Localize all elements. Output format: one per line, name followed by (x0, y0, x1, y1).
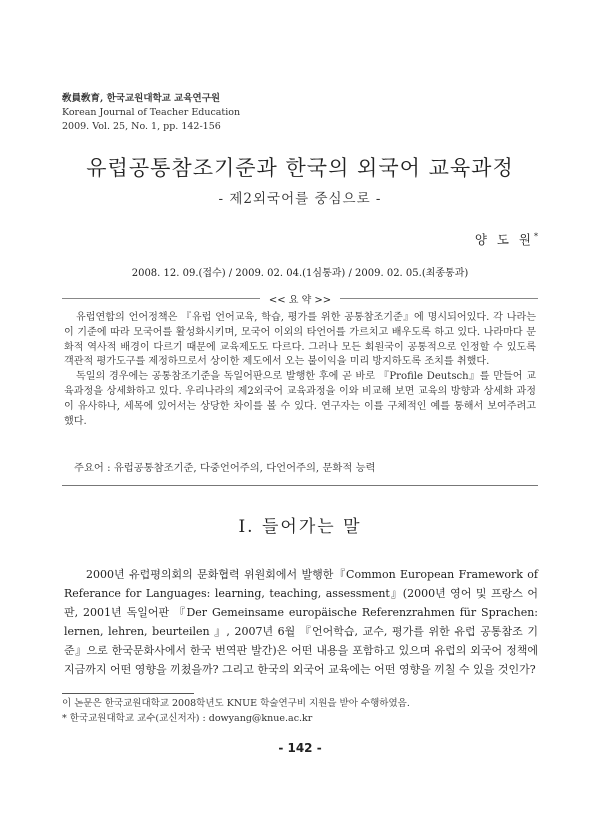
abstract-heading (62, 291, 538, 305)
page-number: - 142 - (278, 741, 322, 755)
abstract-divider (62, 485, 538, 486)
paper-title: 유럽공통참조기준과 한국의 외국어 교육과정 (86, 156, 514, 180)
journal-issue: 2009. Vol. 25, No. 1, pp. 142-156 (62, 121, 221, 132)
submission-dates: 2008. 12. 09.(접수) / 2009. 02. 04.(1심통과) / 2009. 02. 05.(최종통과) (131, 268, 469, 279)
footnote-rule (62, 693, 194, 694)
journal-name-english: Korean Journal of Teacher Education (62, 107, 241, 118)
footnote-funding: 이 논문은 한국교원대학교 2008학년도 KNUE 학술연구비 지원을 받아 수행하였음. (62, 698, 410, 709)
author-line (475, 230, 538, 248)
body-text (64, 565, 538, 679)
abstract-rule-right (340, 298, 538, 299)
footnote-author: * 한국교원대학교 교수(교신저자) : dowyang@knue.ac.kr (62, 712, 313, 724)
section-title: I. 들어가는 말 (238, 517, 362, 537)
abstract-paragraph: 유럽연합의 언어정책은 『유럽 언어교육, 학습, 평가를 위한 공통참조기준』에 명시되어있다. 각 나라는 이 기준에 따라 모국어를 활성화시키며, 모국어 이외의 타언어를 가르치고 배우도록 하고 있다. 나라마다 문화적 역사적 배경이 다르기 때문에 교육제도도 다르다. 그러나 모든 회원국이 공통적으로 인정할 수 있도록 객관적 평가도구를 제정하므로서 상이한 제도에서 오는 불이익을 미리 방지하도록 조치를 취했다. (64, 312, 536, 368)
abstract-heading-label: << 요 약 >> (268, 295, 332, 306)
paper-subtitle: - 제2외국어를 중심으로 - (218, 191, 382, 207)
author-footnote-mark: * (534, 231, 538, 241)
abstract-paragraph: 독일의 경우에는 공통참조기준을 독일어판으로 발행한 후에 곧 바로 『Profile Deutsch』를 만들어 교육과정을 상세화하고 있다. 우리나라의 제2외국어 교육과정을 이와 비교해 보면 교육의 방향과 상세화 과정이 유사하나, 세목에 있어서는 상당한 차이를 볼 수 있다. 연구자는 이를 구체적인 예를 통해서 보여주려고 했다. (64, 371, 536, 427)
journal-name-korean: 敎員敎育, 한국교원대학교 교육연구원 (62, 93, 221, 104)
journal-header (62, 92, 240, 134)
keywords: 주요어 : 유럽공통참조기준, 다중언어주의, 다언어주의, 문화적 능력 (74, 462, 376, 474)
author-name: 양 도 원 (474, 232, 534, 247)
body-paragraph: 2000년 유럽평의회의 문화협력 위원회에서 발행한『Common European Framework of Referance for Languages: learning, teaching, assessment』(2000년 영어 및 프랑스 어판, 2001년 독일어판 『Der Gemeinsame europäische Referenzrahmen für Sprachen: lernen, lehren, beurteilen 』, 2007년 6월 『언어학습, 교수, 평가를 위한 유럽 공통참조 기준』으로 한국문화사에서 한국 번역판 발간)은 어떤 내용을 포함하고 있으며 유럽의 외국어 정책에 지금까지 어떤 영향을 끼쳤을까? 그리고 한국의 외국어 교육에는 어떤 영향을 끼칠 수 있을 것인가? (64, 568, 538, 676)
abstract (64, 311, 536, 429)
footnotes (62, 697, 410, 726)
